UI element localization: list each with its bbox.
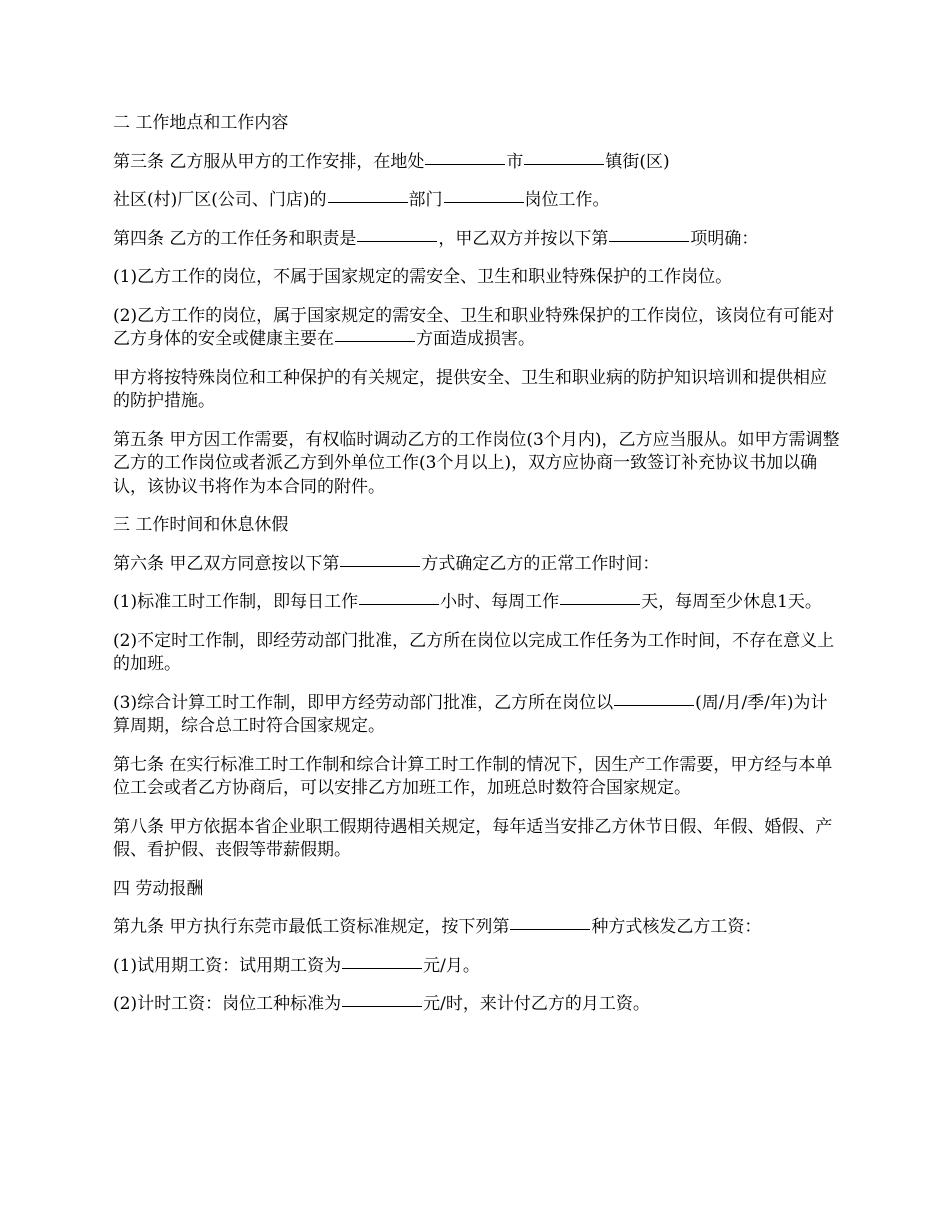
paragraph-text: 市 — [506, 151, 524, 172]
paragraph-text: 第八条 甲方依据本省企业职工假期待遇相关规定，每年适当安排乙方休节日假、年假、婚假、产假、看护假、丧假等带薪假期。 — [113, 816, 833, 860]
paragraph — [113, 591, 843, 615]
fill-in-blank — [609, 240, 689, 242]
paragraph — [113, 754, 843, 801]
fill-in-blank — [425, 163, 505, 165]
fill-in-blank — [560, 603, 640, 605]
paragraph-text: 元/月。 — [423, 955, 480, 976]
paragraph-text: 第三条 乙方服从甲方的工作安排，在地处 — [113, 151, 425, 172]
paragraph-text: 镇街(区) — [605, 151, 670, 172]
paragraph-text: 部门 — [408, 190, 443, 210]
paragraph — [113, 112, 843, 136]
paragraph — [113, 228, 843, 252]
paragraph-text: (2)计时工资：岗位工种标准为 — [113, 994, 342, 1014]
paragraph-text: 三 工作时间和休息休假 — [113, 515, 289, 535]
paragraph — [113, 916, 843, 940]
fill-in-blank — [328, 201, 408, 203]
paragraph-text: (1)乙方工作的岗位，不属于国家规定的需安全、卫生和职业特殊保护的工作岗位。 — [113, 267, 733, 287]
paragraph-text: 第七条 在实行标准工时工作制和综合计算工时工作制的情况下，因生产工作需要，甲方经与本单位工会或者乙方协商后，可以安排乙方加班工作，加班总时数符合国家规定。 — [113, 754, 833, 798]
paragraph-text: 四 劳动报酬 — [113, 878, 204, 899]
paragraph — [113, 305, 843, 352]
paragraph — [113, 630, 843, 677]
document-page — [113, 112, 843, 1032]
paragraph-text: 小时、每周工作 — [440, 592, 560, 612]
paragraph-text: (3)综合计算工时工作制，即甲方经劳动部门批准，乙方所在岗位以 — [113, 692, 614, 713]
paragraph — [113, 429, 843, 500]
paragraph — [113, 955, 843, 979]
paragraph-text: 岗位工作。 — [524, 190, 610, 210]
paragraph-text: (周/月/季/年)为计算周期，综合总工时符合国家规定。 — [113, 692, 828, 736]
paragraph — [113, 816, 843, 863]
fill-in-blank — [524, 163, 604, 165]
paragraph-text: 种方式核发乙方工资： — [591, 917, 762, 937]
fill-in-blank — [335, 340, 415, 342]
paragraph-text: (1)试用期工资：试用期工资为 — [113, 955, 342, 976]
paragraph-text: 第九条 甲方执行东莞市最低工资标准规定，按下列第 — [113, 917, 510, 937]
paragraph-text: 第六条 甲乙双方同意按以下第 — [113, 553, 340, 574]
paragraph-text: 方式确定乙方的正常工作时间： — [421, 553, 660, 574]
fill-in-blank — [444, 201, 524, 203]
paragraph — [113, 151, 843, 175]
paragraph — [113, 189, 843, 213]
paragraph — [113, 367, 843, 414]
paragraph-text: (1)标准工时工作制，即每日工作 — [113, 592, 359, 612]
paragraph — [113, 514, 843, 538]
paragraph-text: (2)乙方工作的岗位，属于国家规定的需安全、卫生和职业特殊保护的工作岗位，该岗位有可能对乙方身体的安全或健康主要在 — [113, 305, 835, 349]
fill-in-blank — [614, 704, 694, 706]
fill-in-blank — [359, 603, 439, 605]
paragraph-text: 第四条 乙方的工作任务和职责是 — [113, 228, 357, 249]
paragraph — [113, 266, 843, 290]
paragraph-text: 社区(村)厂区(公司、门店)的 — [113, 190, 327, 210]
paragraph — [113, 553, 843, 577]
fill-in-blank — [342, 1005, 422, 1007]
paragraph-text: 第五条 甲方因工作需要，有权临时调动乙方的工作岗位(3个月内)，乙方应当服从。如甲方需调整乙方的工作岗位或者派乙方到外单位工作(3个月以上)，双方应协商一致签订补充协议书加以确认，该协议书将作为本合同的附件。 — [113, 429, 840, 497]
paragraph-text: 方面造成损害。 — [416, 329, 535, 349]
paragraph-text: (2)不定时工作制，即经劳动部门批准，乙方所在岗位以完成工作任务为工作时间，不存在意义上的加班。 — [113, 630, 835, 674]
paragraph-text: 二 工作地点和工作内容 — [113, 113, 289, 133]
paragraph-text: 天，每周至少休息1天。 — [641, 592, 822, 612]
fill-in-blank — [340, 565, 420, 567]
fill-in-blank — [510, 928, 590, 930]
paragraph — [113, 692, 843, 739]
paragraph-text: 元/时，来计付乙方的月工资。 — [423, 994, 650, 1014]
fill-in-blank — [342, 967, 422, 969]
paragraph-text: ，甲乙双方并按以下第 — [438, 228, 609, 249]
paragraph-text: 甲方将按特殊岗位和工种保护的有关规定，提供安全、卫生和职业病的防护知识培训和提供相应的防护措施。 — [113, 367, 827, 411]
fill-in-blank — [357, 240, 437, 242]
paragraph-text: 项明确： — [690, 228, 759, 249]
paragraph — [113, 993, 843, 1017]
paragraph — [113, 878, 843, 902]
